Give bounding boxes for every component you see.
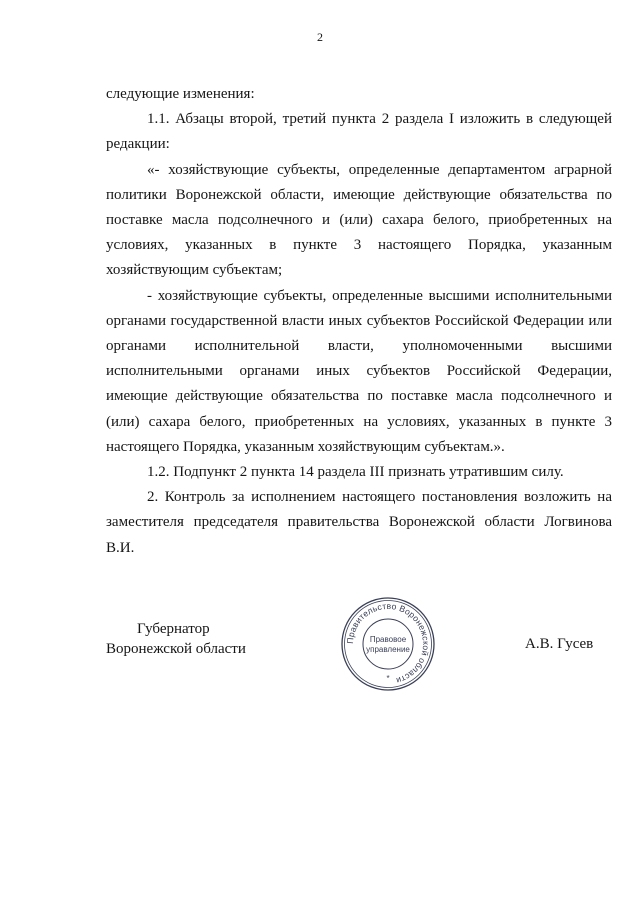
signatory-region: Воронежской области	[106, 641, 246, 657]
official-stamp	[340, 596, 436, 692]
stamp-ring-text: Правительство Воронежской области	[344, 600, 432, 686]
paragraph-2: 2. Контроль за исполнением настоящего постановления возложить на заместителя председателя правительства Воронежской области Логвинова В.И.	[106, 489, 612, 556]
paragraph-continuation: следующие изменения:	[106, 86, 255, 102]
paragraph-1-2: 1.2. Подпункт 2 пункта 14 раздела III признать утратившим силу.	[147, 464, 564, 481]
paragraph-quote-2: - хозяйствующие субъекты, определенные высшими исполнительными органами государственной власти иных субъектов Российской Федерации или органами исполнительной власти, уполномоченными высшими исполнительными органами иных субъектов Российской Федерации, имеющие действующие обязательства по поставке масла подсолнечного и (или) сахара белого, приобретенных на условиях, указанных в пункте 3 настоящего Порядка, указанным хозяйствующим субъектам.».	[106, 287, 612, 455]
page-number: 2	[317, 30, 323, 44]
signatory-title: Губернатор	[137, 621, 210, 637]
paragraph-quote-1: «- хозяйствующие субъекты, определенные департаментом аграрной политики Воронежской области, имеющие действующие обязательства по поставке масла подсолнечного и (или) сахара белого, приобретенных на условиях, указанных в пункте 3 настоящего Порядка, указанным хозяйствующим субъектам;	[106, 161, 612, 279]
stamp-center-line1: Правовое	[369, 635, 407, 644]
signatory-position	[106, 619, 246, 659]
stamp-star-icon: *	[386, 674, 390, 683]
document-body	[106, 82, 612, 561]
signatory-name: А.В. Гусев	[525, 636, 594, 652]
stamp-center-line2: управление	[366, 645, 410, 654]
paragraph-1-1: 1.1. Абзацы второй, третий пункта 2 раздела I изложить в следующей редакции:	[106, 111, 612, 153]
